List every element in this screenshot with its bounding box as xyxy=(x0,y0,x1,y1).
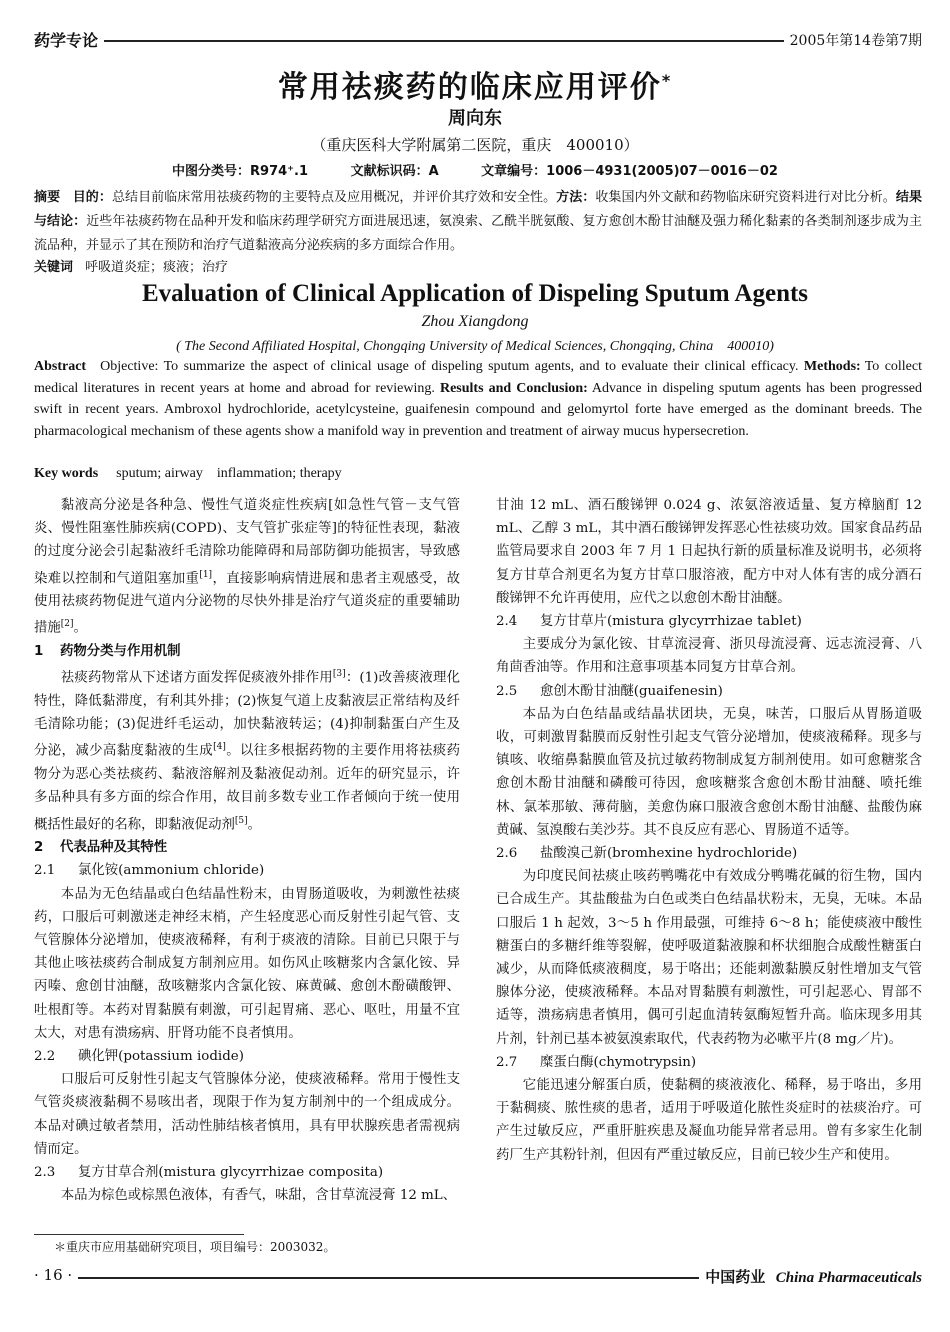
keywords-cn xyxy=(34,258,922,278)
methods-text-en: To collect medical literatures in recent years at home and abroad for reviewing. xyxy=(34,359,923,396)
body-column-right xyxy=(496,494,922,1167)
abstract-label-cn: 摘要 xyxy=(34,190,61,205)
keywords-label-cn: 关键词 xyxy=(34,260,74,275)
methods-label-en: Methods: xyxy=(803,359,861,374)
method-text-cn: 收集国内外文献和药物临床研究资料进行对比分析。 xyxy=(595,190,896,205)
subsection-heading-2-4: 2.4 复方甘草片(mistura glycyrrhizae tablet) xyxy=(496,614,802,630)
affiliation-cn: （重庆医科大学附属第二医院，重庆 400010） xyxy=(311,136,639,154)
objective-text-en: Objective: To summarize the aspect of clinical usage of dispeling sputum agents, and to evaluate their clinical efficacy. xyxy=(100,359,799,374)
running-footer xyxy=(34,1266,922,1290)
intro-paragraph: 黏液高分泌是各种急、慢性气道炎症性疾病[如急性气管－支气管炎、慢性阻塞性肺疾病(COPD)、支气管扩张症等]的特征性表现，黏液的过度分泌会引起黏液纤毛清除功能障碍和局部防御功能损害，导致感染难以控制和气道阻塞加重[1]，直接影响病情进展和患者主观感受，故使用祛痰药物促进气道内分泌物的尽快外排是治疗气道炎症的重要辅助措施[2]。 xyxy=(34,498,461,636)
keywords-en xyxy=(34,464,922,484)
author-en: Zhou Xiangdong xyxy=(421,313,529,330)
section-1-paragraph: 祛痰药物常从下述诸方面发挥促痰液外排作用[3]：(1)改善痰液理化特性，降低黏滞度，有利其外排；(2)恢复气道上皮黏液层正常结构及纤毛清除功能；(3)促进纤毛运动，加快黏液转运；(4)抑制黏蛋白产生及分泌，减少高黏度黏液的生成[4]。以往多根据药物的主要作用将祛痰药物分为恶心类祛痰药、黏液溶解剂及黏液促动剂。近年的研究显示，许多品种具有多方面的综合作用，故目前多数专业工作者倾向于统一使用概括性最好的名称，即黏液促动剂[5]。 xyxy=(34,669,461,832)
result-label-cn: 结果与结论： xyxy=(34,190,922,229)
subsection-heading-2-5: 2.5 愈创木酚甘油醚(guaifenesin) xyxy=(496,683,723,699)
subsection-2-3-paragraph: 本品为棕色或棕黑色液体，有香气，味甜，含甘草流浸膏 12 mL、 xyxy=(60,1188,457,1204)
article-title-en: Evaluation of Clinical Application of Dispeling Sputum Agents xyxy=(141,280,809,307)
journal-name: 中国药业 China Pharmaceuticals xyxy=(699,1266,922,1287)
subsection-heading-2-2: 2.2 碘化钾(potassium iodide) xyxy=(34,1049,244,1065)
document-code: 文献标识码：A xyxy=(350,164,439,179)
section-heading-2: 2 代表品种及其特性 xyxy=(34,840,168,856)
subsection-2-5-paragraph: 本品为白色结晶或结晶状团块，无臭，味苦，口服后从胃肠道吸收，可刺激胃黏膜而反射性引起支气管分泌增加，使痰液稀释。现多与镇咳、收缩鼻黏膜血管及抗过敏药物制成复方制剂使用。如可愈糖浆含愈创木酚甘油醚和磷酸可待因，愈咳糖浆含愈创木酚甘油醚、喷托维林、氯苯那敏、薄荷脑，美愈伪麻口服液含愈创木酚甘油醚、盐酸伪麻黄碱、氢溴酸右美沙芬。其不良反应有恶心、胃肠道不适等。 xyxy=(496,706,922,838)
author-cn: 周向东 xyxy=(448,108,502,129)
subsection-2-7-paragraph: 它能迅速分解蛋白质，使黏稠的痰液液化、稀释，易于咯出，多用于黏稠痰、脓性痰的患者，适用于呼吸道化脓性炎症时的祛痰治疗。可产生过敏反应，严重肝脏疾患及凝血功能异常者忌用。曾有多家生化制药厂生产其粉针剂，但因有严重过敏反应，目前已较少生产和使用。 xyxy=(496,1078,922,1163)
keywords-text-cn: 呼吸道炎症；痰液；治疗 xyxy=(85,260,229,275)
method-label-cn: 方法： xyxy=(556,190,596,205)
running-header xyxy=(34,28,922,52)
subsection-heading-2-1: 2.1 氯化铵(ammonium chloride) xyxy=(34,863,265,879)
subsection-2-1-paragraph: 本品为无色结晶或白色结晶性粉末，由胃肠道吸收，为刺激性祛痰药，口服后可刺激迷走神经末梢，产生轻度恶心而反射性引起气管、支气管腺体分泌增加，使痰液稀释，有利于痰液的清除。目前已只限于与其他止咳祛痰药合制成复方制剂应用。如伤风止咳糖浆内含氯化铵、异丙嗪、愈创甘油醚，敌咳糖浆内含氯化铵、麻黄碱、愈创木酚磺酸钾、吐根酊等。本药对胃黏膜有刺激，可引起胃痛、恶心、呕吐，用量不宜太大，对患有溃疡病、肝肾功能不良者慎用。 xyxy=(34,886,460,1041)
keywords-text-en: sputum; airway inflammation; therapy xyxy=(116,466,342,481)
objective-label-cn: 目的： xyxy=(72,190,112,205)
abstract-en xyxy=(34,356,922,442)
subsection-2-4-paragraph: 主要成分为氯化铵、甘草流浸膏、浙贝母流浸膏、远志流浸膏、八角茴香油等。作用和注意事项基本同复方甘草合剂。 xyxy=(496,637,922,676)
subsection-heading-2-7: 2.7 糜蛋白酶(chymotrypsin) xyxy=(496,1054,697,1070)
keywords-label-en: Key words xyxy=(34,466,99,481)
title-footnote-mark: * xyxy=(661,71,673,90)
results-text-en: Advance in dispeling sputum agents has been progressed swift in recent years. Ambroxol hydrochloride, acetylcysteine, guaifenesin compound and gelomyrtol forte have emerged as the dominant breeds. The pharmacological mechanism of these agents show a manifold way in prevention and treatment of airway mucus hypersecretion. xyxy=(34,380,923,439)
body-column-left xyxy=(34,494,460,1207)
footnote-rule xyxy=(34,1234,244,1235)
funding-footnote: ＊重庆市应用基础研究项目，项目编号：2003032。 xyxy=(54,1240,336,1254)
objective-text-cn: 总结目前临床常用祛痰药物的主要特点及应用概况，并评价其疗效和安全性。 xyxy=(111,190,557,205)
classification-line xyxy=(0,160,950,179)
affiliation-en: ( The Second Affiliated Hospital, Chongqing University of Medical Sciences, Chongqing, China 400010) xyxy=(176,339,774,354)
article-title-cn: 常用祛痰药的临床应用评价* xyxy=(277,70,673,105)
abstract-cn xyxy=(34,186,922,258)
subsection-heading-2-3: 2.3 复方甘草合剂(mistura glycyrrhizae composita) xyxy=(34,1165,384,1181)
subsection-2-6-paragraph: 为印度民间祛痰止咳药鸭嘴花中有效成分鸭嘴花碱的衍生物，国内已合成生产。其盐酸盐为白色或类白色结晶状粉末，无臭，无味。本品口服后 1 h 起效，3～5 h 作用最强，可维持 6～8 h；能使痰液中酸性糖蛋白的多糖纤维等裂解，使呼吸道黏液腺和杯状细胞合成酸性糖蛋白减少，从而降低痰液稠度，易于咯出；还能刺激黏膜反射性增加支气管腺体分泌，使痰液稀释。本品对胃黏膜有刺激性，可引起恶心、胃部不适等，溃疡病患者慎用，偶可引起血清转氨酶短暂升高。临床现多用其片剂，针剂已基本被氨溴索取代，代表药物为必嗽平片(8 mg／片)。 xyxy=(496,869,922,1047)
result-text-cn: 近些年祛痰药物在品种开发和临床药理学研究方面进展迅速，氨溴索、乙酰半胱氨酸、复方愈创木酚甘油醚及强力稀化黏素的各类制剂逐步成为主流品种，并显示了其在预防和治疗气道黏液高分泌疾病的多方面综合作用。 xyxy=(34,214,922,253)
subsection-2-2-paragraph: 口服后可反射性引起支气管腺体分泌，使痰液稀释。常用于慢性支气管炎痰液黏稠不易咳出者，现限于作为复方制剂中的一个组成成分。本品对碘过敏者禁用，活动性肺结核者慎用，具有甲状腺疾患者需视病情而定。 xyxy=(34,1072,460,1157)
clc-number: 中图分类号：R974⁺.1 xyxy=(172,164,309,179)
subsection-2-3-continued: 甘油 12 mL、酒石酸锑钾 0.024 g、浓氨溶液适量、复方樟脑酊 12 mL、乙醇 3 mL，其中酒石酸锑钾发挥恶心性祛痰功效。国家食品药品监管局要求自 2003 年 7 月 1 日起执行新的质量标准及说明书，必须将复方甘草合剂更名为复方甘草口服溶液，配方中对人体有害的成分酒石酸锑钾不允许再使用，应代之以愈创木酚甘油醚。 xyxy=(496,498,922,606)
section-heading-1: 1 药物分类与作用机制 xyxy=(34,644,181,660)
subsection-heading-2-6: 2.6 盐酸溴己新(bromhexine hydrochloride) xyxy=(496,846,798,862)
abstract-label-en: Abstract xyxy=(34,359,87,374)
section-name: 药学专论 xyxy=(34,28,104,51)
page-number: · 16 · xyxy=(34,1266,78,1284)
article-number: 文章编号：1006－4931(2005)07－0016－02 xyxy=(481,164,778,179)
issue-info: 2005年第14卷第7期 xyxy=(784,30,922,50)
results-label-en: Results and Conclusion: xyxy=(439,380,588,396)
